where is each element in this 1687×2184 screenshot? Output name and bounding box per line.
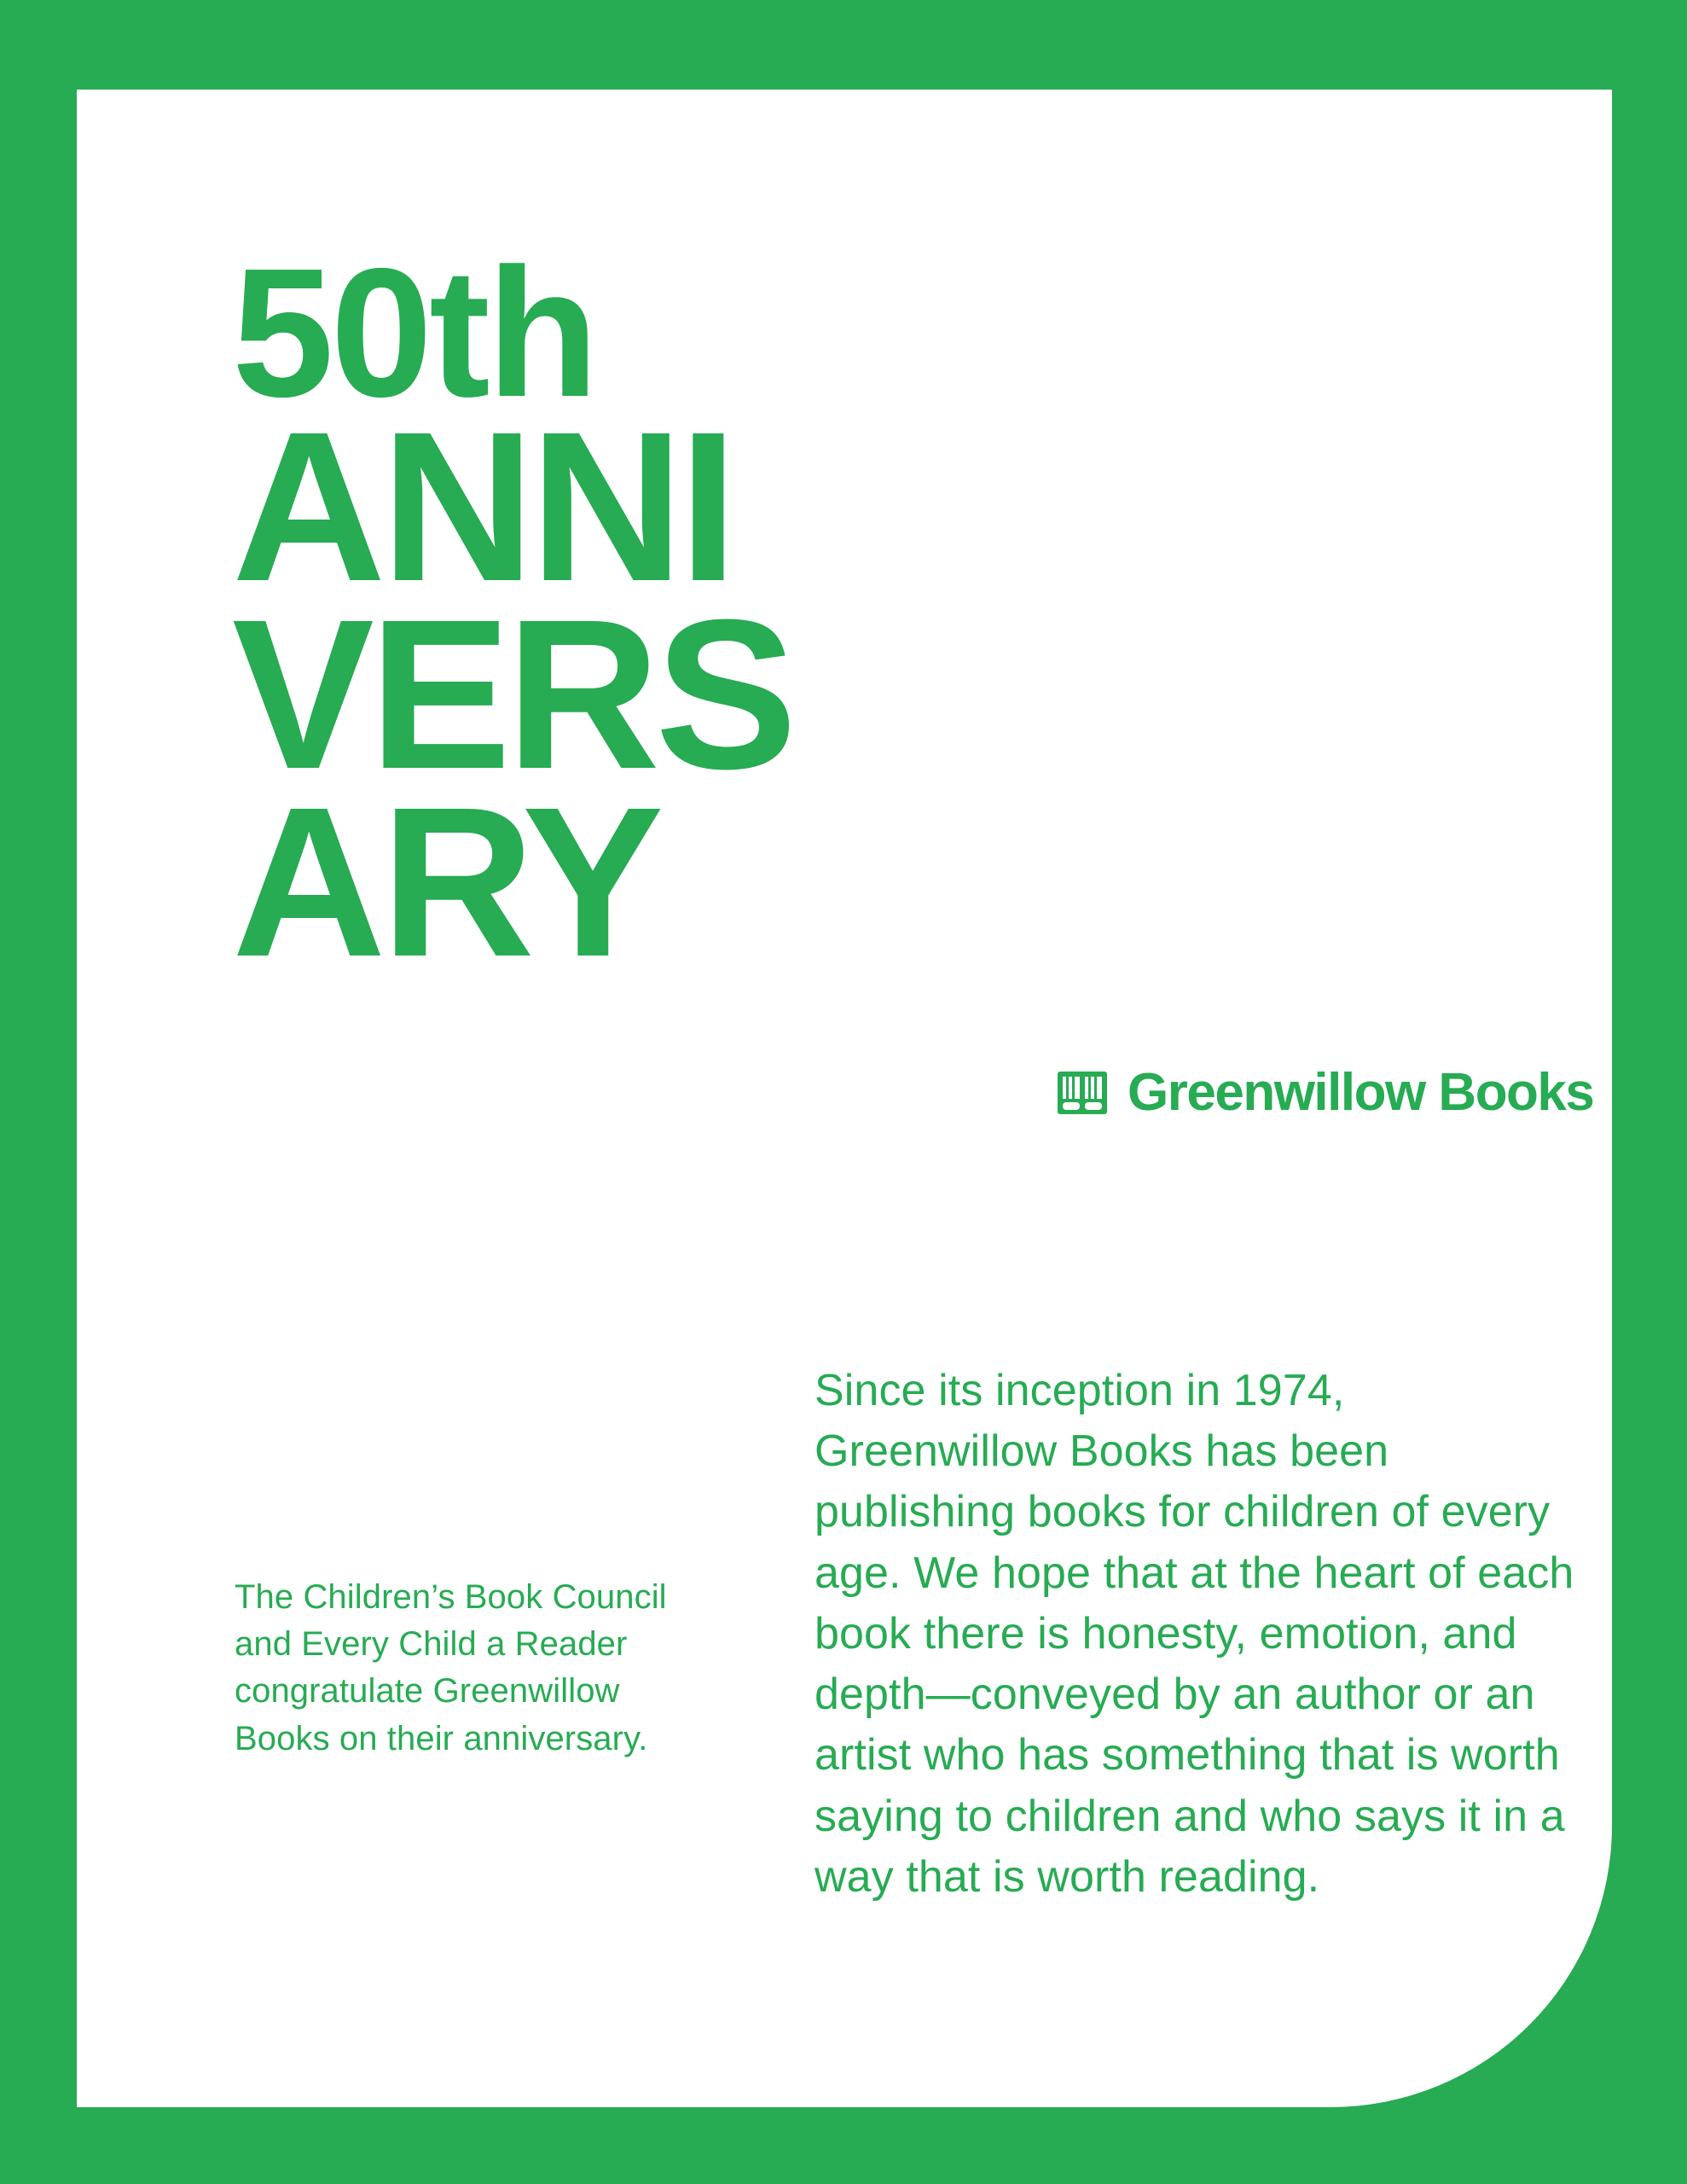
- congratulations-text: The Children’s Book Council and Every Child a Reader congratulate Greenwillow Books on their anniversary.: [235, 1578, 667, 1757]
- brand-logo-text: Greenwillow Books: [1128, 1063, 1594, 1122]
- headline-line-3: VERS: [232, 575, 792, 814]
- open-book-logo-icon: [1056, 1066, 1109, 1119]
- headline-line-1: 50th: [232, 229, 596, 435]
- publisher-statement-text: Since its inception in 1974, Greenwillow Books has been publishing books for children of every age. We hope that at the heart of each book there is honesty, emotion, and depth—conveyed by an author or an artist who has something that is worth saying to children and who says it in a way that is worth reading.: [815, 1366, 1574, 1902]
- poster-card: [77, 90, 1612, 2107]
- headline-line-4: ARY: [232, 763, 659, 1002]
- brand-logo: [1056, 1062, 1593, 1123]
- headline-line-2: ANNI: [232, 387, 733, 626]
- page-title: [232, 229, 1170, 1002]
